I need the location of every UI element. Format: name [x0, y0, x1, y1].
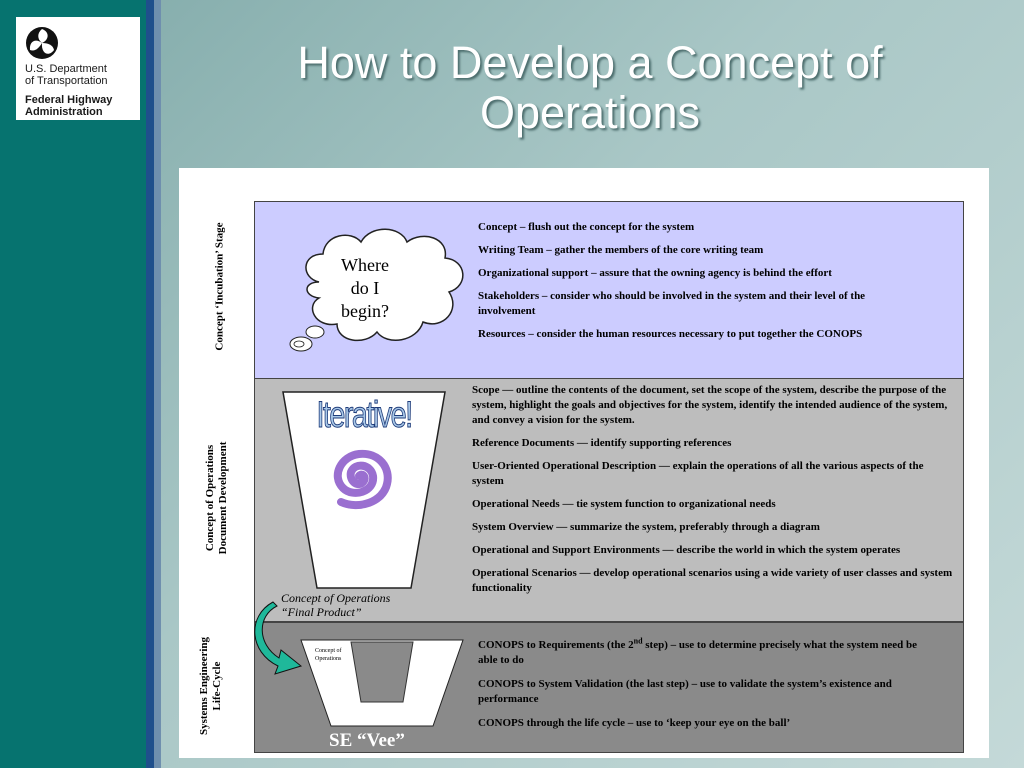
list-item: Operational Scenarios — develop operational scenarios using a wide variety of user classes and system functionality: [472, 567, 953, 594]
list-item: CONOPS through the life cycle – use to ‘keep your eye on the ball’: [478, 717, 791, 729]
slide-title-line-1: How to Develop a Concept of: [297, 37, 883, 88]
list-item-text: step) – use to determine precisely what the system need be able to do: [478, 639, 917, 666]
cloud-text: [327, 254, 403, 323]
stage-label-lifecycle-line-1: Systems Engineering: [198, 636, 210, 736]
vee-inner-label-line-2: Operations: [315, 656, 342, 662]
list-item: Organizational support – assure that the owning agency is behind the effort: [478, 267, 832, 279]
list-item-text: CONOPS to Requirements (the 2: [478, 639, 634, 651]
logo-line-2: of Transportation: [25, 75, 108, 87]
final-product-line-2: “Final Product”: [281, 605, 362, 619]
list-item: Resources – consider the human resources necessary to put together the CONOPS: [478, 328, 863, 340]
sidebar-edge-light: [154, 0, 161, 768]
dot-triskelion-icon: [25, 26, 59, 60]
cloud-text-line-2: do I: [350, 278, 380, 298]
vee-inner-label-line-1: Concept of: [315, 648, 342, 654]
stage-label-lifecycle: [198, 621, 226, 751]
final-product-line-1: Concept of Operations: [281, 591, 391, 605]
list-item-sup: nd: [633, 636, 643, 646]
list-item: User-Oriented Operational Description — explain the operations of all the various aspects of the system: [472, 460, 924, 487]
se-vee-caption: SE “Vee”: [329, 730, 405, 751]
list-item: Scope — outline the contents of the document, set the scope of the system, describe the purpose of the system, highlight the goals and objectives for the system, identify the intended audience of the system, and convey a vision for the system.: [472, 384, 948, 426]
conops-diagram: [179, 168, 989, 758]
logo-line-1: U.S. Department: [25, 63, 107, 75]
list-item: Writing Team – gather the members of the core writing team: [478, 244, 764, 256]
list-item: System Overview — summarize the system, preferably through a diagram: [472, 521, 820, 533]
stage-label-incubation: Concept ‘Incubation’ Stage: [213, 222, 226, 351]
stage-label-lifecycle-line-2: Life-Cycle: [211, 661, 223, 711]
logo-line-4: Administration: [25, 106, 103, 118]
list-item: Concept – flush out the concept for the system: [478, 221, 695, 233]
cloud-text-line-1: Where: [341, 255, 389, 275]
slide-title: [175, 38, 1005, 138]
cloud-text-line-3: begin?: [341, 301, 389, 321]
stage-label-development: [204, 423, 232, 573]
iterative-label: Iterative!: [316, 394, 412, 435]
slide-title-line-2: Operations: [479, 87, 701, 138]
dot-logo: [16, 17, 140, 120]
incubation-list: [478, 220, 918, 350]
lifecycle-list: [478, 638, 938, 740]
list-item: CONOPS to System Validation (the last step) – use to validate the system’s existence and performance: [478, 678, 892, 705]
list-item: [478, 638, 938, 668]
stage-label-development-line-1: Concept of Operations: [204, 444, 216, 552]
list-item: Operational Needs — tie system function to organizational needs: [472, 498, 776, 510]
vee-inner-label: [315, 647, 342, 663]
list-item: Reference Documents — identify supporting references: [472, 437, 732, 449]
spiral-icon: [309, 436, 409, 516]
sidebar-edge: [146, 0, 154, 768]
list-item: Operational and Support Environments — describe the world in which the system operates: [472, 544, 901, 556]
list-item: Stakeholders – consider who should be involved in the system and their level of the involvement: [478, 290, 866, 317]
development-list: [472, 383, 956, 604]
stage-label-development-line-2: Document Development: [217, 441, 229, 555]
logo-line-3: Federal Highway: [25, 94, 113, 106]
